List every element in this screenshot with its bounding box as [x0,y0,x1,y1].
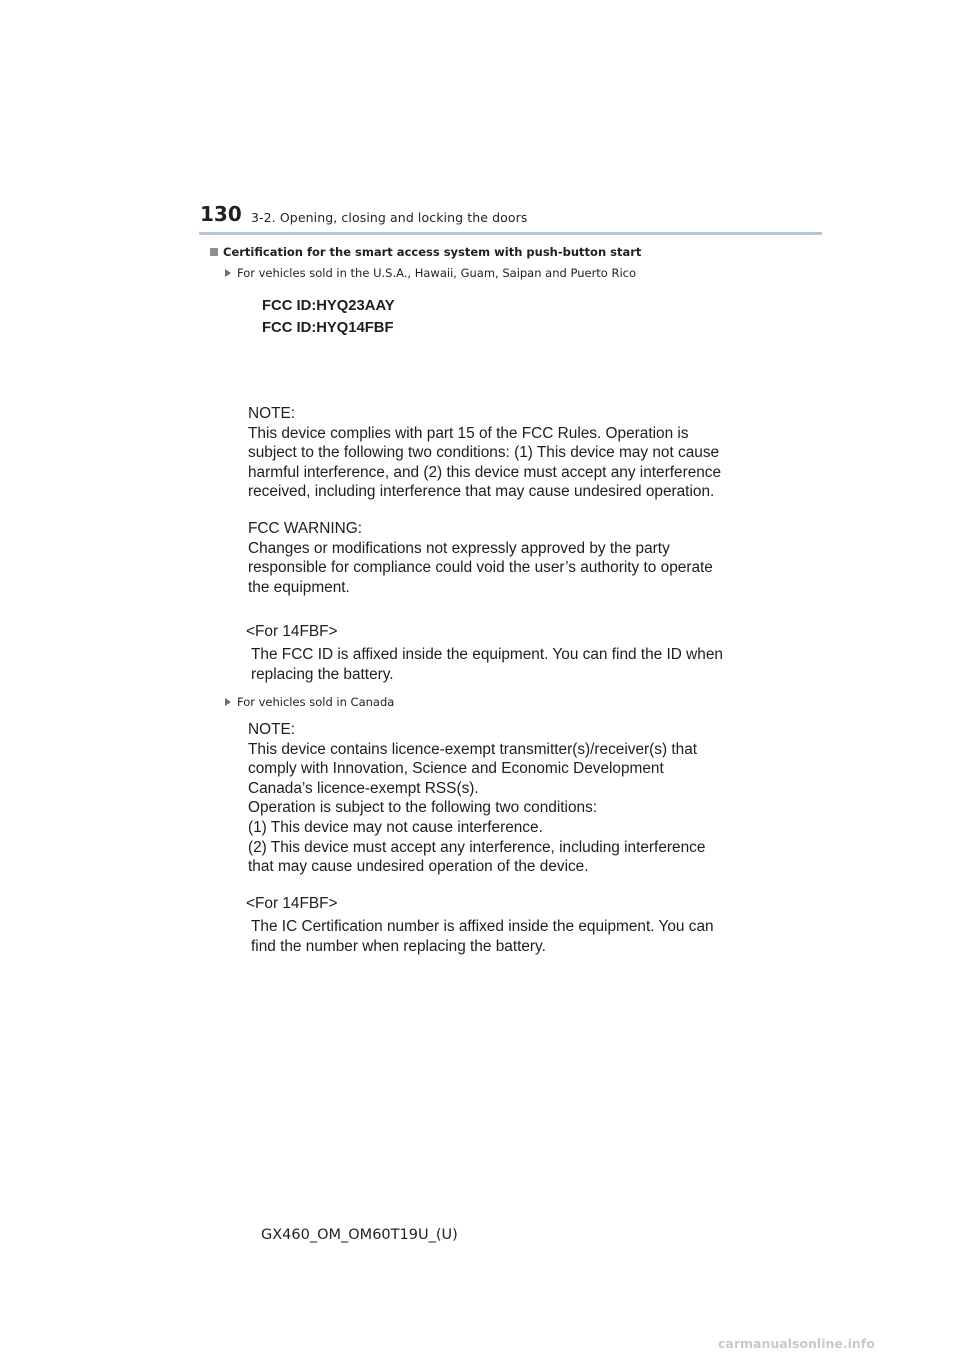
note-line: harmful interference, and (2) this device must accept any interference [248,463,722,481]
warning-line: the equipment. [248,578,350,596]
note-line: NOTE: [248,405,296,422]
note-line: (2) This device must accept any interference, including interference [248,838,706,856]
fcc-note-block [248,404,721,502]
note-line: received, including interference that may cause undesired operation. [248,483,715,501]
document-id: GX460_OM_OM60T19U_(U) [261,1227,458,1243]
triangle-bullet-icon [225,698,231,706]
warning-line: FCC WARNING: [248,520,362,537]
certification-heading-text: Certification for the smart access system with push-button start [223,245,642,259]
header-divider [199,232,822,235]
canada-region-label: For vehicles sold in Canada [237,695,395,709]
note-line: NOTE: [248,721,296,738]
fcc-id-block [262,295,395,339]
ic-for-label: <For 14FBF> [246,895,338,912]
section-title: 3-2. Opening, closing and locking the doors [251,210,528,225]
note-line: Operation is subject to the following two conditions: [248,799,598,817]
note-line: Canada’s licence-exempt RSS(s). [248,779,479,797]
ic-note-block [248,720,705,877]
canada-region-item [225,695,394,709]
affix-line: find the number when replacing the battery. [251,937,546,955]
note-line: subject to the following two conditions: (1) This device may not cause [248,444,720,462]
fcc-id-line: FCC ID:HYQ14FBF [262,320,394,336]
fcc-warning-block [248,519,713,597]
site-watermark: carmanualsonline.info [718,1336,875,1351]
usa-region-item [225,266,636,280]
warning-line: Changes or modifications not expressly approved by the party [248,539,670,557]
warning-line: responsible for compliance could void the user’s authority to operate [248,559,713,577]
note-line: (1) This device may not cause interference. [248,818,543,836]
page-number: 130 [200,202,242,226]
note-line: This device complies with part 15 of the FCC Rules. Operation is [248,424,689,442]
fcc-id-line: FCC ID:HYQ23AAY [262,298,395,314]
triangle-bullet-icon [225,269,231,277]
ic-affix-block [251,917,714,956]
affix-line: The FCC ID is affixed inside the equipment. You can find the ID when [251,646,723,663]
fcc-affix-block [251,645,723,684]
note-line: comply with Innovation, Science and Economic Development [248,760,664,778]
note-line: This device contains licence-exempt transmitter(s)/receiver(s) that [248,740,698,758]
affix-line: The IC Certification number is affixed inside the equipment. You can [251,918,714,935]
square-bullet-icon [210,248,218,256]
affix-line: replacing the battery. [251,665,394,683]
fcc-for-label: <For 14FBF> [246,623,338,640]
note-line: that may cause undesired operation of the device. [248,858,589,876]
certification-heading [210,245,641,259]
usa-region-label: For vehicles sold in the U.S.A., Hawaii, Guam, Saipan and Puerto Rico [237,266,637,280]
